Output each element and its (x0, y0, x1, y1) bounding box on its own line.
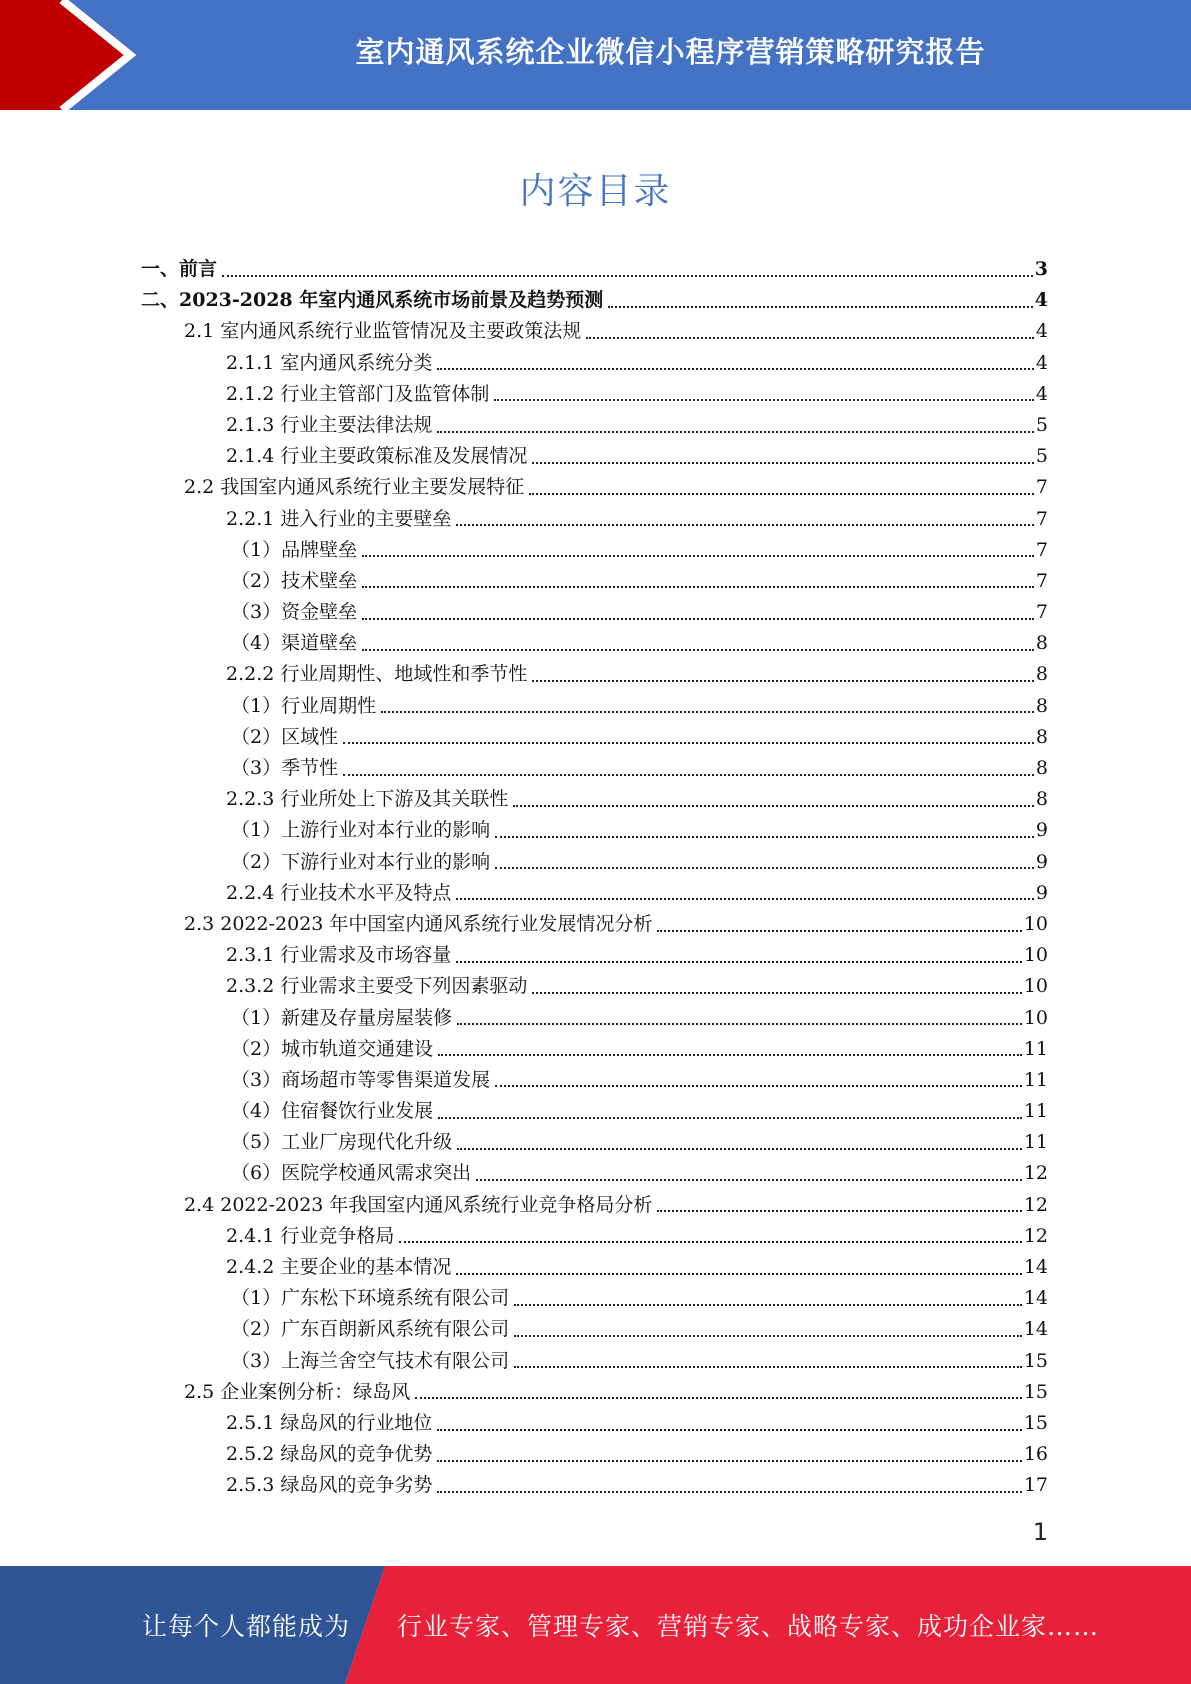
red-arrow-decoration (0, 0, 150, 110)
dot-leader (437, 431, 1034, 433)
toc-entry[interactable] (141, 1252, 1048, 1283)
toc-entry-page: 7 (1035, 476, 1048, 499)
toc-entry-label: （2）广东百朗新风系统有限公司 (231, 1318, 510, 1341)
dot-leader (343, 742, 1034, 744)
dot-leader (456, 524, 1034, 526)
toc-entry-label: 2.5.1 绿岛风的行业地位 (226, 1411, 433, 1434)
toc-entry-page: 10 (1023, 1006, 1048, 1029)
toc-entry-label: （2）城市轨道交通建设 (231, 1037, 434, 1060)
toc-entry[interactable] (141, 847, 1048, 878)
toc-entry-page: 12 (1023, 1193, 1048, 1216)
toc-entry-page: 14 (1023, 1287, 1048, 1310)
toc-entry-page: 11 (1023, 1037, 1048, 1060)
toc-entry-label: （1）广东松下环境系统有限公司 (231, 1287, 510, 1310)
toc-entry-page: 7 (1035, 507, 1048, 530)
report-title: 室内通风系统企业微信小程序营销策略研究报告 (355, 34, 986, 69)
toc-entry[interactable] (141, 1096, 1048, 1127)
toc-entry[interactable] (141, 597, 1048, 628)
toc-entry-label: （5）工业厂房现代化升级 (231, 1131, 453, 1154)
dot-leader (437, 1429, 1021, 1431)
toc-entry[interactable] (141, 316, 1048, 347)
toc-entry-page: 11 (1023, 1100, 1048, 1123)
dot-leader (513, 805, 1034, 807)
toc-entry-page: 15 (1023, 1411, 1048, 1434)
toc-entry-label: 2.4.2 主要企业的基本情况 (226, 1256, 452, 1278)
dot-leader (494, 399, 1034, 401)
toc-entry-label: （1）新建及存量房屋装修 (231, 1006, 453, 1029)
dot-leader (399, 1241, 1021, 1243)
toc-entry-label: （4）渠道壁垒 (231, 632, 358, 655)
toc-entry[interactable] (141, 1346, 1048, 1377)
dot-leader (456, 961, 1021, 963)
toc-entry-page: 11 (1023, 1068, 1048, 1091)
toc-entry-label: 2.5 企业案例分析：绿岛风 (184, 1380, 411, 1403)
toc-entry-page: 8 (1035, 788, 1048, 811)
toc-entry[interactable] (141, 722, 1048, 753)
toc-entry-label: 2.1.4 行业主要政策标准及发展情况 (226, 445, 528, 468)
dot-leader (438, 1054, 1022, 1056)
toc-entry-label: 2.1 室内通风系统行业监管情况及主要政策法规 (184, 320, 582, 343)
toc-entry-page: 7 (1035, 538, 1048, 561)
toc-entry-page: 9 (1035, 881, 1048, 904)
toc-entry[interactable] (141, 348, 1048, 379)
dot-leader (456, 1273, 1021, 1275)
toc-entry[interactable] (141, 379, 1048, 410)
toc-entry[interactable] (141, 940, 1048, 971)
dot-leader (457, 1023, 1022, 1025)
dot-leader (437, 368, 1034, 370)
toc-entry-page: 10 (1023, 975, 1048, 998)
toc-entry[interactable] (141, 1408, 1048, 1439)
toc-entry[interactable] (141, 1439, 1048, 1470)
toc-entry-label: （3）商场超市等零售渠道发展 (231, 1068, 491, 1091)
dot-leader (415, 1397, 1022, 1399)
toc-entry-label: 2.2.1 进入行业的主要壁垒 (226, 507, 452, 530)
dot-leader (529, 493, 1034, 495)
toc-entry-label: 2.5.3 绿岛风的竞争劣势 (226, 1474, 433, 1497)
dot-leader (514, 1304, 1022, 1306)
toc-entry-label: 2.3 2022-2023 年中国室内通风系统行业发展情况分析 (184, 912, 653, 935)
footer-slogan-right: 行业专家、管理专家、营销专家、战略专家、成功企业家…… (397, 1612, 1100, 1641)
toc-entry-label: （2）技术壁垒 (231, 569, 358, 592)
footer-banner (0, 1566, 1191, 1684)
toc-entry-label: 2.1.3 行业主要法律法规 (226, 413, 433, 436)
dot-leader (657, 1210, 1021, 1212)
toc-entry[interactable] (141, 535, 1048, 566)
toc-heading: 内容目录 (519, 171, 672, 212)
dot-leader (362, 649, 1034, 651)
toc-entry-page: 5 (1035, 413, 1048, 436)
toc-entry-label: （1）上游行业对本行业的影响 (231, 819, 491, 842)
toc-entry[interactable] (141, 659, 1048, 690)
dot-leader (457, 1148, 1022, 1150)
toc-entry-page: 15 (1023, 1349, 1048, 1372)
toc-entry-page: 9 (1035, 819, 1048, 842)
toc-entry-label: 2.3.2 行业需求主要受下列因素驱动 (226, 975, 528, 998)
toc-entry-page: 7 (1035, 601, 1048, 624)
toc-entry[interactable] (141, 784, 1048, 815)
toc-entry-label: （2）下游行业对本行业的影响 (231, 850, 491, 873)
toc-entry[interactable] (141, 878, 1048, 909)
toc-entry-page: 4 (1035, 320, 1048, 343)
toc-entry-page: 14 (1023, 1256, 1048, 1278)
toc-entry[interactable] (141, 1158, 1048, 1189)
toc-entry-label: （3）季节性 (231, 757, 339, 779)
toc-entry-label: 2.1.1 室内通风系统分类 (226, 351, 433, 374)
toc-entry-page: 5 (1035, 445, 1048, 468)
toc-entry-page: 14 (1023, 1318, 1048, 1341)
dot-leader (608, 306, 1033, 308)
toc-entry-page: 4 (1035, 382, 1048, 405)
toc-entry-page: 8 (1035, 632, 1048, 655)
dot-leader (381, 711, 1034, 713)
toc-entry-label: 2.5.2 绿岛风的竞争优势 (226, 1443, 433, 1466)
toc-entry-page: 8 (1035, 757, 1048, 779)
dot-leader (362, 618, 1034, 620)
dot-leader (362, 586, 1034, 588)
toc-entry[interactable] (141, 1377, 1048, 1408)
toc-entry[interactable] (141, 691, 1048, 722)
toc-entry[interactable] (141, 254, 1048, 285)
toc-entry-label: 2.3.1 行业需求及市场容量 (226, 944, 452, 967)
dot-leader (495, 836, 1034, 838)
toc-entry-page: 7 (1035, 569, 1048, 592)
toc-entry[interactable] (141, 1190, 1048, 1221)
dot-leader (476, 1179, 1022, 1181)
dot-leader (514, 1366, 1022, 1368)
toc-entry[interactable] (141, 504, 1048, 535)
toc-entry-page: 17 (1023, 1474, 1048, 1497)
toc-entry-label: （1）行业周期性 (231, 694, 377, 717)
toc-entry[interactable] (141, 971, 1048, 1002)
toc-entry[interactable] (141, 628, 1048, 659)
report-header (0, 0, 1191, 110)
toc-entry-label: 2.4 2022-2023 年我国室内通风系统行业竞争格局分析 (184, 1193, 653, 1216)
toc-entry-page: 11 (1023, 1131, 1048, 1154)
toc-entry-label: （1）品牌壁垒 (231, 538, 358, 561)
dot-leader (532, 462, 1034, 464)
dot-leader (437, 1460, 1021, 1462)
toc-entry-page: 8 (1035, 725, 1048, 748)
toc-entry-page: 4 (1035, 351, 1048, 374)
toc-entry-label: 2.4.1 行业竞争格局 (226, 1224, 395, 1247)
toc-entry[interactable] (141, 815, 1048, 846)
toc-entry-page: 4 (1034, 289, 1048, 312)
dot-leader (222, 275, 1033, 277)
toc-entry-page: 8 (1035, 694, 1048, 717)
toc-entry[interactable] (141, 1034, 1048, 1065)
toc-entry-page: 8 (1035, 663, 1048, 686)
table-of-contents (141, 254, 1048, 1502)
toc-entry[interactable] (141, 441, 1048, 472)
toc-entry[interactable] (141, 1127, 1048, 1158)
toc-entry-page: 3 (1034, 258, 1048, 280)
toc-entry-label: （2）区域性 (231, 725, 339, 748)
toc-entry-label: （3）上海兰舍空气技术有限公司 (231, 1349, 510, 1372)
dot-leader (657, 930, 1021, 932)
dot-leader (586, 337, 1034, 339)
toc-entry-label: 2.2 我国室内通风系统行业主要发展特征 (184, 476, 525, 499)
toc-entry[interactable] (141, 1221, 1048, 1252)
dot-leader (437, 1491, 1021, 1493)
toc-entry[interactable] (141, 472, 1048, 503)
toc-entry-page: 12 (1023, 1224, 1048, 1247)
toc-entry-label: 一、前言 (141, 258, 218, 280)
toc-entry[interactable] (141, 753, 1048, 784)
toc-entry-page: 10 (1023, 944, 1048, 967)
footer-slogan-left: 让每个人都能成为 (142, 1612, 351, 1641)
toc-entry[interactable] (141, 1003, 1048, 1034)
toc-entry[interactable] (141, 909, 1048, 940)
toc-entry[interactable] (141, 1314, 1048, 1345)
page-number: 1 (1032, 1518, 1048, 1546)
toc-entry-page: 10 (1023, 912, 1048, 935)
dot-leader (495, 1085, 1022, 1087)
toc-entry[interactable] (141, 1470, 1048, 1501)
dot-leader (532, 680, 1034, 682)
dot-leader (362, 555, 1034, 557)
dot-leader (438, 1117, 1022, 1119)
toc-entry-page: 15 (1023, 1380, 1048, 1403)
toc-entry[interactable] (141, 1283, 1048, 1314)
toc-entry[interactable] (141, 566, 1048, 597)
toc-entry-label: 2.1.2 行业主管部门及监管体制 (226, 382, 490, 405)
toc-entry-label: 2.2.2 行业周期性、地域性和季节性 (226, 663, 528, 686)
toc-entry-label: 2.2.3 行业所处上下游及其关联性 (226, 788, 509, 811)
toc-entry[interactable] (141, 1065, 1048, 1096)
toc-entry-page: 16 (1023, 1443, 1048, 1466)
toc-entry-page: 12 (1023, 1162, 1048, 1185)
dot-leader (514, 1335, 1022, 1337)
toc-entry[interactable] (141, 410, 1048, 441)
dot-leader (532, 992, 1021, 994)
toc-entry-label: （3）资金壁垒 (231, 601, 358, 624)
dot-leader (495, 867, 1034, 869)
toc-entry-label: 2.2.4 行业技术水平及特点 (226, 881, 452, 904)
dot-leader (343, 774, 1034, 776)
toc-entry-label: （6）医院学校通风需求突出 (231, 1162, 472, 1185)
toc-entry-label: （4）住宿餐饮行业发展 (231, 1100, 434, 1123)
toc-entry[interactable] (141, 285, 1048, 316)
toc-entry-label: 二、2023-2028 年室内通风系统市场前景及趋势预测 (141, 289, 604, 312)
toc-entry-page: 9 (1035, 850, 1048, 873)
dot-leader (456, 898, 1034, 900)
